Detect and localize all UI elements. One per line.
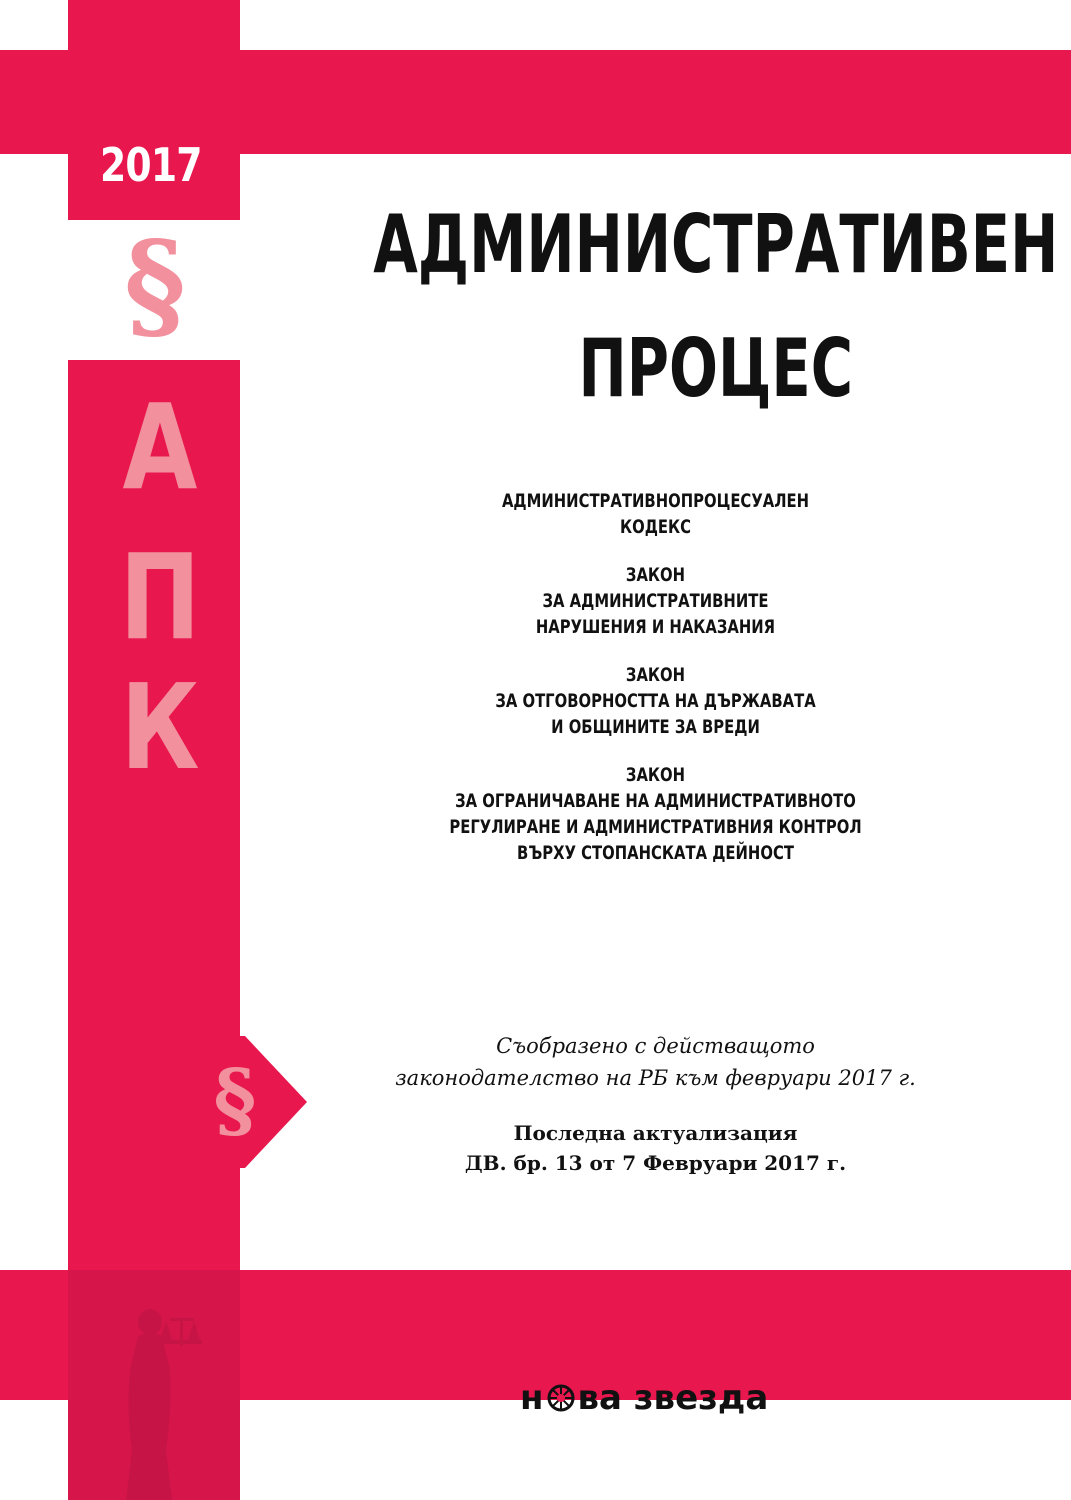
abbreviation-letter-2: П (119, 528, 201, 666)
law-line: ЗАКОН (625, 764, 686, 786)
publisher-logo (520, 1378, 820, 1418)
law-line: ЗА АДМИНИСТРАТИВНИТЕ (542, 590, 769, 612)
law-line: И ОБЩИНИТЕ ЗА ВРЕДИ (551, 716, 760, 738)
title-line-1: АДМИНИСТРАТИВЕН (373, 198, 1059, 291)
update-note-line-2: ДВ. бр. 13 от 7 Февруари 2017 г. (464, 1151, 847, 1175)
section-sign-large: § (124, 215, 186, 354)
compliance-note-line-2: законодателство на РБ към февруари 2017 г. (395, 1066, 916, 1090)
compliance-note-line-1: Съобразено с действащото (496, 1034, 815, 1058)
publisher-logo-icon (546, 1383, 576, 1413)
laws-list (240, 488, 1071, 888)
year-label: 2017 (100, 138, 202, 192)
abbreviation-letter-3: К (120, 658, 200, 796)
law-line: РЕГУЛИРАНЕ И АДМИНИСТРАТИВНИЯ КОНТРОЛ (449, 816, 862, 838)
law-item (240, 488, 1071, 540)
law-item (240, 662, 1071, 740)
publisher-name-prefix: н (520, 1378, 544, 1418)
law-line: ЗА ОГРАНИЧАВАНЕ НА АДМИНИСТРАТИВНОТО (455, 790, 856, 812)
publisher-name: ва звезда (577, 1378, 769, 1418)
law-item (240, 762, 1071, 866)
justice-statue-icon (112, 1300, 222, 1500)
law-line: ЗАКОН (625, 664, 686, 686)
law-item (240, 562, 1071, 640)
update-note (240, 1118, 1071, 1178)
section-sign-small: § (213, 1052, 257, 1148)
law-line: АДМИНИСТРАТИВНОПРОЦЕСУАЛЕН (501, 490, 810, 512)
compliance-note (240, 1030, 1071, 1094)
title-line-2: ПРОЦЕС (578, 322, 853, 415)
law-line: ВЪРХУ СТОПАНСКАТА ДЕЙНОСТ (517, 842, 794, 864)
law-line: НАРУШЕНИЯ И НАКАЗАНИЯ (535, 616, 776, 638)
law-line: КОДЕКС (619, 516, 692, 538)
book-title (240, 190, 1071, 424)
update-note-line-1: Последна актуализация (513, 1121, 798, 1145)
law-line: ЗА ОТГОВОРНОСТТА НА ДЪРЖАВАТА (495, 690, 816, 712)
abbreviation-letter-1: А (122, 378, 198, 516)
law-line: ЗАКОН (625, 564, 686, 586)
